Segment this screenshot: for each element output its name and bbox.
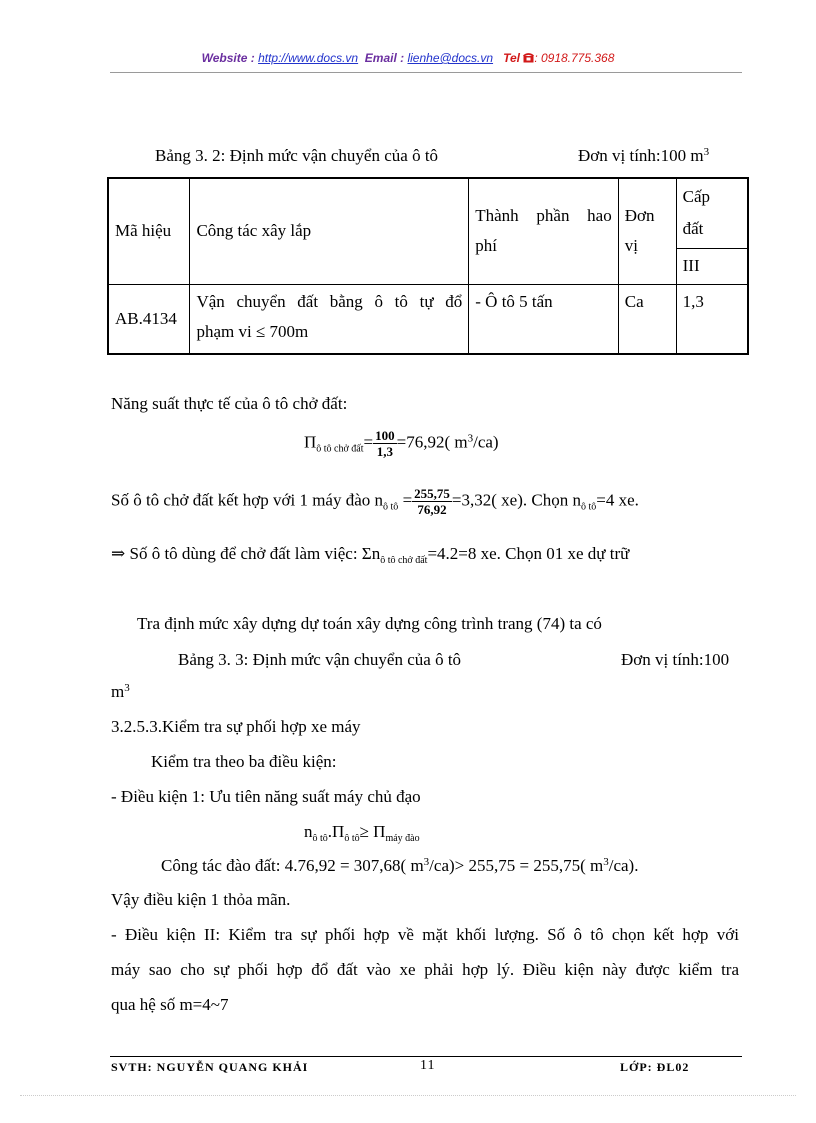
- fraction-100-1-3: $\frac{100}{1,3}$: [375, 428, 395, 459]
- email-link[interactable]: lienhe@docs.vn: [407, 51, 494, 65]
- cell-don-vi: Ca: [618, 284, 676, 354]
- footer-rule: [110, 1056, 742, 1057]
- table2-caption: Bảng 3. 3: Định mức vận chuyển của ô tô: [178, 650, 462, 669]
- nang-suat-title: Năng suất thực tế của ô tô chở đất:: [111, 394, 348, 413]
- header-cap-dat: Cấp đất: [676, 178, 748, 248]
- cell-cong-tac: Vận chuyển đất bằng ô tô tự đổ phạm vi ≤ 700m: [190, 284, 469, 354]
- fraction-255-76: $\frac{255,75}{76,92}$: [414, 486, 450, 517]
- page-header: [0, 51, 816, 65]
- table1-unit: Đơn vị tính:100 $m^3$: [578, 146, 710, 165]
- implies-icon: ⇒: [111, 544, 126, 563]
- dk1-formula: $n_{ô tô}.\Pi_{ô tô}\ge \Pi_{máy đào}$: [304, 822, 420, 844]
- phone-icon: [523, 51, 534, 65]
- cell-ma-hieu: AB.4134: [108, 284, 190, 354]
- email-label: Email: [364, 51, 397, 65]
- tel-value: : 0918.775.368: [534, 51, 615, 65]
- header-ma-hieu: Mã hiệu: [108, 178, 190, 284]
- page-edge: [20, 1095, 796, 1096]
- header-thanh-phan: Thành phần hao phí: [469, 178, 618, 284]
- norm-table: [107, 177, 749, 355]
- header-cap-dat-iii: III: [676, 248, 748, 284]
- so-oto-dung-line: ⇒ Số ô tô dùng để chở đất làm việc: $\Sigma n_{ô tô chở đất}=4.2=8$ xe. Chọn 01 xe dự trữ: [111, 544, 630, 566]
- tel-label: Tel: [503, 51, 520, 65]
- header-don-vi: Đơn vị: [618, 178, 676, 284]
- dk1-ok: Vậy điều kiện 1 thỏa mãn.: [111, 890, 291, 909]
- so-oto-line: Số ô tô chở đất kết hợp với 1 máy đào $n_{ô tô}$ = $\frac{255,75}{76,92}$ =3,32( xe). Chọn $n_{ô tô}=4$ xe.: [111, 486, 639, 517]
- table2-unit: Đơn vị tính:100: [621, 650, 730, 669]
- tra-dinh-muc: Tra định mức xây dựng dự toán xây dựng công trình trang (74) ta có: [137, 614, 602, 633]
- website-label: Website :: [201, 51, 259, 65]
- table1-caption: Bảng 3. 2: Định mức vận chuyển của ô tô: [155, 146, 439, 165]
- dieu-kien-2-line1: - Điều kiện II: Kiểm tra sự phối hợp về mặt khối lượng. Số ô tô chọn kết hợp với: [111, 925, 739, 944]
- formula-nang-suat: $\Pi_{ô tô chở đất}=$ $\frac{100}{1,3}$ =76,92( $m^3/ca$): [304, 428, 499, 459]
- cell-gia-tri: 1,3: [676, 284, 748, 354]
- cong-tac-dao-line: Công tác đào đất: 4.76,92 = 307,68( $m^3/ca)> 255,75 = 255,75$( $m^3/ca$).: [161, 856, 639, 875]
- header-cong-tac: Công tác xây lắp: [190, 178, 469, 284]
- website-link[interactable]: http://www.docs.vn: [258, 51, 359, 65]
- kiem-tra-line: Kiểm tra theo ba điều kiện:: [151, 752, 337, 771]
- footer-class: LỚP: ĐL02: [620, 1060, 690, 1074]
- dieu-kien-1: - Điều kiện 1: Ưu tiên năng suất máy chủ đạo: [111, 787, 421, 806]
- dieu-kien-2-line2: máy sao cho sự phối hợp đổ đất vào xe phải hợp lý. Điều kiện này được kiểm tra: [111, 960, 739, 979]
- table2-unit-m: $m^3$: [111, 682, 130, 701]
- cell-thanh-phan: - Ô tô 5 tấn: [469, 284, 618, 354]
- section-title: 3.2.5.3.Kiểm tra sự phối hợp xe máy: [111, 717, 361, 736]
- header-rule: [110, 72, 742, 73]
- page-number: 11: [420, 1058, 436, 1073]
- dieu-kien-2-line3: qua hệ số m=4~7: [111, 995, 229, 1014]
- email-separator: :: [396, 51, 408, 65]
- footer-author: SVTH: NGUYỄN QUANG KHẢI: [111, 1060, 309, 1074]
